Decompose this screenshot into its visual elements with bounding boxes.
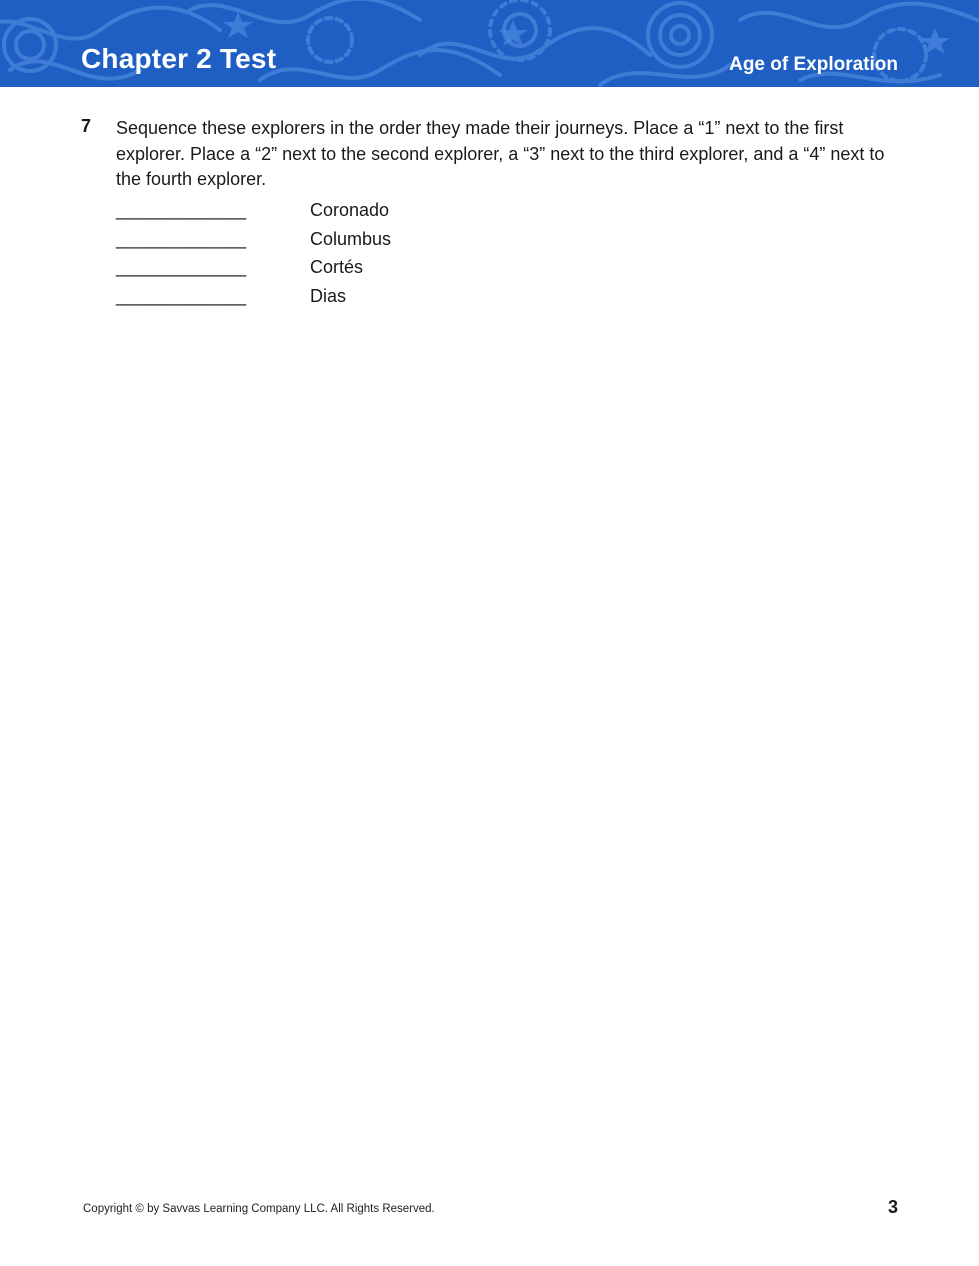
page-number: 3 <box>887 1197 898 1217</box>
explorer-name: Cortés <box>310 257 364 278</box>
question-prompt: Sequence these explorers in the order they made their journeys. Place a “1” next to the first explorer. Place a “2” next to the second explorer, a “3” next to the third explorer, and a “4” next to the fourth explorer. <box>116 118 885 189</box>
answer-blank[interactable]: _____________ <box>116 200 247 220</box>
chapter-title: Chapter 2 Test <box>81 43 277 74</box>
question-number: 7 <box>81 116 92 136</box>
page-header <box>0 0 979 87</box>
answer-blank[interactable]: _____________ <box>116 286 247 307</box>
explorer-name: Dias <box>310 286 347 307</box>
explorer-name: Coronado <box>310 200 390 220</box>
answer-blank[interactable]: _____________ <box>116 257 247 278</box>
answer-blank[interactable]: _____________ <box>116 228 247 249</box>
explorer-name: Columbus <box>310 228 392 249</box>
unit-title: Age of Exploration <box>729 54 898 75</box>
copyright-notice: Copyright © by Savvas Learning Company LLC. All Rights Reserved. <box>83 1203 435 1215</box>
